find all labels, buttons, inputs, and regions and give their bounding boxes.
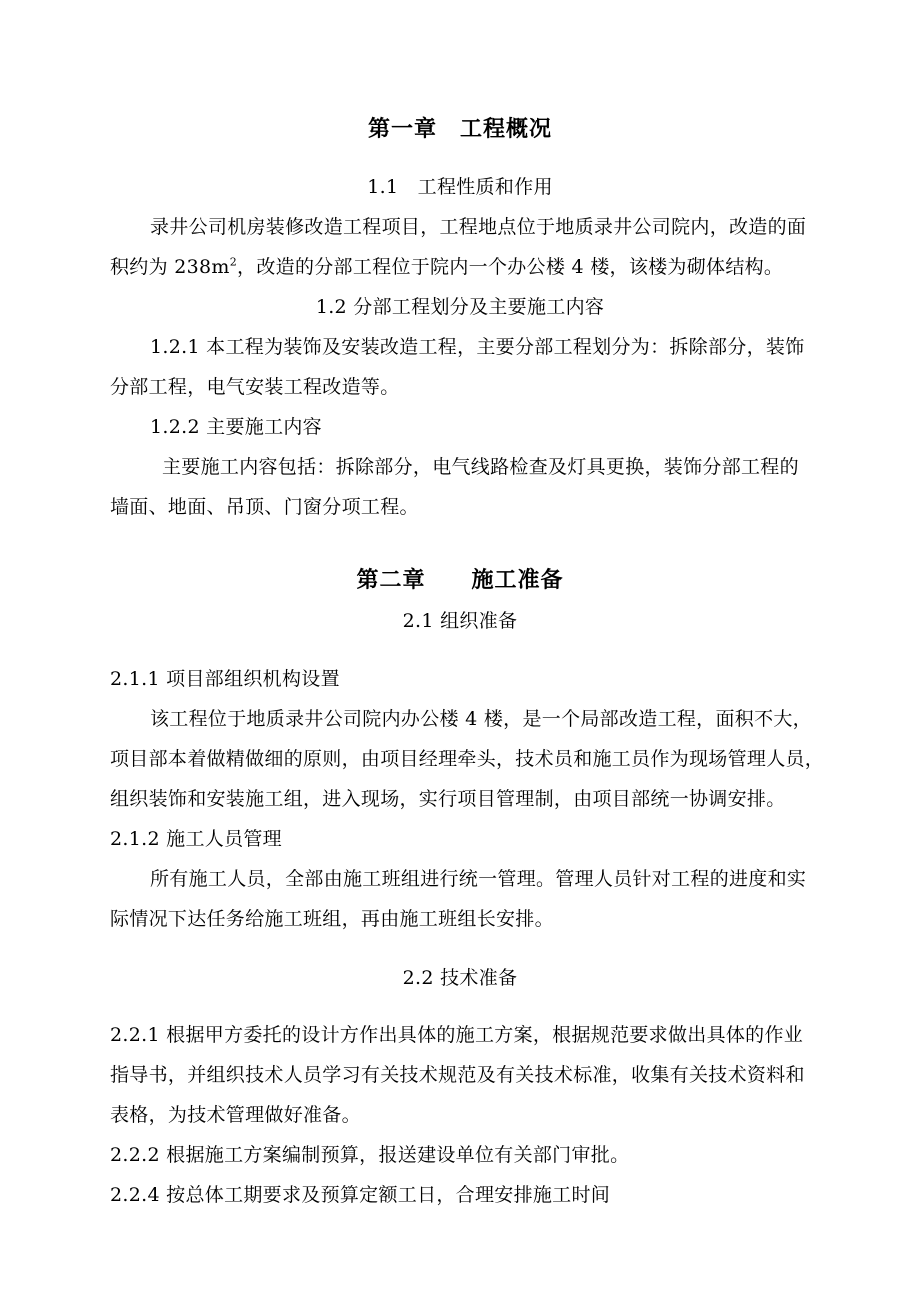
paragraph-line: 指导书，并组织技术人员学习有关技术规范及有关技术标准，收集有关技术资料和 bbox=[110, 1064, 805, 1086]
chapter-1-title: 第一章 工程概况 bbox=[367, 117, 552, 142]
subsection-1-2-2-heading: 1.2.2 主要施工内容 bbox=[150, 416, 322, 438]
paragraph-line: 项目部本着做精做细的原则，由项目经理牵头，技术员和施工员作为现场管理人员， bbox=[110, 748, 825, 770]
paragraph-line: 2.2.2 根据施工方案编制预算，报送建设单位有关部门审批。 bbox=[110, 1144, 630, 1166]
paragraph-line: 组织装饰和安装施工组，进入现场，实行项目管理制，由项目部统一协调安排。 bbox=[110, 788, 786, 810]
paragraph-line: 1.2.1 本工程为装饰及安装改造工程，主要分部工程划分为：拆除部分，装饰 bbox=[150, 336, 805, 358]
paragraph-line: 表格，为技术管理做好准备。 bbox=[110, 1104, 361, 1126]
paragraph-line: 墙面、地面、吊顶、门窗分项工程。 bbox=[110, 496, 419, 518]
paragraph-line: 2.2.1 根据甲方委托的设计方作出具体的施工方案，根据规范要求做出具体的作业 bbox=[110, 1024, 804, 1046]
paragraph-line: 该工程位于地质录井公司院内办公楼 4 楼，是一个局部改造工程，面积不大， bbox=[150, 708, 812, 730]
subsection-2-1-1-heading: 2.1.1 项目部组织机构设置 bbox=[110, 668, 340, 690]
paragraph-line: 际情况下达任务给施工班组，再由施工班组长安排。 bbox=[110, 908, 554, 930]
paragraph-line: 主要施工内容包括：拆除部分，电气线路检查及灯具更换，装饰分部工程的 bbox=[162, 456, 799, 478]
paragraph-line bbox=[110, 254, 840, 280]
section-1-1-heading: 1.1 工程性质和作用 bbox=[367, 176, 553, 198]
paragraph-line: 分部工程，电气安装工程改造等。 bbox=[110, 376, 400, 398]
section-1-2-heading: 1.2 分部工程划分及主要施工内容 bbox=[315, 296, 605, 318]
paragraph-line: 2.2.4 按总体工期要求及预算定额工日，合理安排施工时间 bbox=[110, 1184, 611, 1206]
text-span: 积约为 238m bbox=[110, 256, 230, 278]
section-2-1-heading: 2.1 组织准备 bbox=[402, 610, 518, 632]
text-span: ，改造的分部工程位于院内一个办公楼 4 楼，该楼为砌体结构。 bbox=[237, 256, 784, 278]
paragraph-line: 所有施工人员，全部由施工班组进行统一管理。管理人员针对工程的进度和实 bbox=[150, 868, 807, 890]
chapter-2-title: 第二章 施工准备 bbox=[356, 568, 564, 593]
superscript: 2 bbox=[229, 255, 238, 269]
subsection-2-1-2-heading: 2.1.2 施工人员管理 bbox=[110, 828, 282, 850]
paragraph-line: 录井公司机房装修改造工程项目，工程地点位于地质录井公司院内，改造的面 bbox=[150, 216, 807, 238]
section-2-2-heading: 2.2 技术准备 bbox=[402, 967, 518, 989]
